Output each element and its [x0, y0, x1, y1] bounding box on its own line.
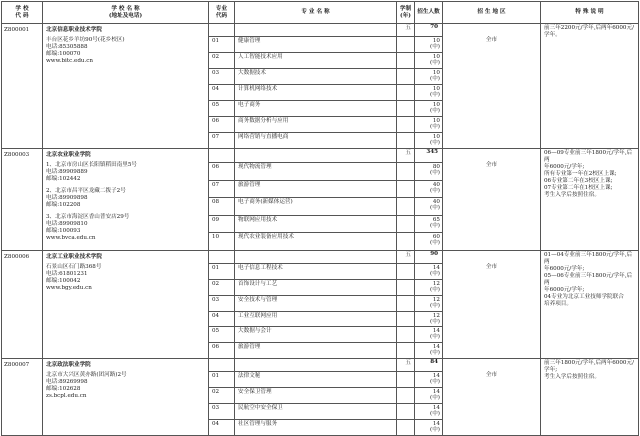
- major-count-value: 10: [432, 38, 440, 44]
- major-duration-blank: [397, 420, 415, 436]
- major-code: 06: [209, 163, 235, 181]
- campus-tel: 电话:85305888: [46, 43, 88, 50]
- major-name: 社区管理与服务: [235, 420, 397, 436]
- note-line: 年6000元/学年;: [544, 265, 585, 272]
- school-row: [2, 250, 639, 263]
- school-code: Z800003: [2, 148, 43, 250]
- major-duration-blank: [397, 372, 415, 388]
- major-duration-blank: [397, 68, 415, 84]
- major-code: 07: [209, 180, 235, 198]
- major-count-value: 14: [432, 421, 440, 428]
- major-count-unit: (中): [430, 379, 440, 386]
- major-name: 网络营销与直播电商: [235, 132, 397, 148]
- campus-zip: 邮编:100070: [46, 50, 81, 57]
- major-code-blank: [209, 359, 235, 372]
- major-name: 物联网应用技术: [235, 215, 397, 233]
- major-count-unit: (中): [430, 75, 440, 82]
- major-count-value: 10: [432, 85, 440, 92]
- header-major-code: 专业 代码: [209, 2, 235, 24]
- major-count-unit: (中): [430, 107, 440, 114]
- school-row: [2, 148, 639, 162]
- major-count-value: 65: [432, 216, 440, 223]
- major-duration-blank: [397, 233, 415, 251]
- major-count: [415, 68, 443, 84]
- major-name-blank: [235, 250, 397, 263]
- major-code: 02: [209, 388, 235, 404]
- school-name: 北京政法职业学院: [46, 362, 91, 369]
- major-count: [415, 404, 443, 420]
- major-name: 安全技术与管理: [235, 295, 397, 311]
- major-count: [415, 311, 443, 327]
- major-count-unit: (中): [430, 222, 440, 229]
- major-count: [415, 84, 443, 100]
- major-duration-blank: [397, 84, 415, 100]
- major-count-value: 12: [432, 312, 440, 319]
- major-code-blank: [209, 250, 235, 263]
- note-line: 所有专业第一年在2校区上课;: [544, 170, 617, 177]
- note-line: 年6000元/学年;: [544, 286, 585, 293]
- note-line: 01—04专业前三年1800元/学年,后两: [544, 251, 633, 265]
- school-notes: [541, 359, 639, 436]
- campus-block: [46, 188, 205, 209]
- major-code: 10: [209, 233, 235, 251]
- campus-web[interactable]: www.bitc.edu.cn: [46, 57, 94, 64]
- major-name: 现代农业装备应用技术: [235, 233, 397, 251]
- school-code: Z800007: [2, 359, 43, 436]
- campus-block: [46, 37, 205, 65]
- major-count-value: 14: [432, 328, 440, 335]
- school-name: 北京农业职业学院: [46, 151, 91, 158]
- major-code: 03: [209, 68, 235, 84]
- school-duration: 五: [397, 24, 415, 37]
- major-name-blank: [235, 148, 397, 162]
- school-notes: [541, 250, 639, 359]
- major-count: [415, 388, 443, 404]
- major-name: 大数据技术: [235, 68, 397, 84]
- major-duration-blank: [397, 180, 415, 198]
- major-name: 现代物流管理: [235, 163, 397, 181]
- note-line: 06—09专业前三年1800元/学年,后两: [544, 149, 633, 163]
- major-count-unit: (中): [430, 139, 440, 146]
- campus-tel: 电话:89909889: [46, 168, 88, 175]
- major-count: [415, 100, 443, 116]
- major-name: 电子商务(新媒体运营): [235, 198, 397, 216]
- campus-addr: 2、北京市昌平区龙藏二拨子2号: [46, 187, 126, 194]
- note-line: 04专业为北京工业技师学院联合: [544, 293, 624, 300]
- major-count-value: 14: [432, 264, 440, 271]
- major-count: [415, 372, 443, 388]
- major-count-value: 60: [432, 234, 440, 241]
- school-code: Z800006: [2, 250, 43, 359]
- major-code: 02: [209, 279, 235, 295]
- campus-web[interactable]: zs.bcpl.edu.cn: [46, 393, 87, 400]
- major-duration-blank: [397, 163, 415, 181]
- major-name: 人工智能技术应用: [235, 52, 397, 68]
- note-line: 前三年1800元/学年,后两年6000元/学年;: [544, 360, 634, 374]
- major-code: 02: [209, 52, 235, 68]
- campus-tel: 电话:89269998: [46, 379, 88, 386]
- campus-block: [46, 264, 205, 292]
- major-count-unit: (中): [430, 91, 440, 98]
- major-count: [415, 116, 443, 132]
- school-duration: 五: [397, 359, 415, 372]
- major-name: 首饰设计与工艺: [235, 279, 397, 295]
- major-code: 05: [209, 100, 235, 116]
- major-count: [415, 198, 443, 216]
- header-enrollment: 招生人数: [415, 2, 443, 24]
- school-total: 84: [415, 359, 443, 372]
- school-row: [2, 359, 639, 372]
- major-duration-blank: [397, 116, 415, 132]
- campus-zip: 邮编:102442: [46, 175, 81, 182]
- major-count-unit: (中): [430, 318, 440, 325]
- school-name: 北京工业职业技术学院: [46, 253, 102, 260]
- header-row: [2, 2, 639, 24]
- major-duration-blank: [397, 100, 415, 116]
- major-code: 06: [209, 343, 235, 359]
- campus-zip: 邮编:100042: [46, 277, 81, 284]
- school-total: 345: [415, 148, 443, 162]
- major-count-value: 14: [432, 373, 440, 380]
- school-total: 70: [415, 24, 443, 37]
- note-line: 前三年2200元/学年,后两年6000元/: [544, 25, 634, 31]
- school-name: 北京信息职业技术学院: [46, 27, 102, 33]
- campus-block: [46, 214, 205, 242]
- major-count-value: 10: [432, 133, 440, 140]
- major-count-unit: (中): [430, 123, 440, 130]
- major-duration-blank: [397, 279, 415, 295]
- major-count-value: 12: [432, 296, 440, 303]
- header-area: 招 生 地 区: [443, 2, 541, 24]
- major-count: [415, 215, 443, 233]
- major-code: 07: [209, 132, 235, 148]
- major-count-unit: (中): [430, 187, 440, 194]
- note-line: 06专业第二年在3校区上课;: [544, 177, 613, 184]
- school-total: 90: [415, 250, 443, 263]
- major-count-value: 80: [432, 164, 440, 171]
- campus-web[interactable]: www.bvca.edu.cn: [46, 234, 96, 241]
- major-code: 01: [209, 37, 235, 53]
- campus-web[interactable]: www.bgy.edu.cn: [46, 284, 92, 291]
- major-count-value: 12: [432, 280, 440, 287]
- major-count-unit: (中): [430, 270, 440, 277]
- major-code-blank: [209, 24, 235, 37]
- header-notes: 特 殊 说 明: [541, 2, 639, 24]
- major-count: [415, 343, 443, 359]
- major-duration-blank: [397, 37, 415, 53]
- major-name: 旅游管理: [235, 180, 397, 198]
- major-count: [415, 52, 443, 68]
- major-count-unit: (中): [430, 59, 440, 66]
- school-info: [43, 250, 209, 359]
- major-code: 04: [209, 420, 235, 436]
- major-code: 09: [209, 215, 235, 233]
- school-info: [43, 148, 209, 250]
- major-name: 工业互联网应用: [235, 311, 397, 327]
- campus-addr: 丰台区花乡羊坊90号(花乡校区): [46, 36, 125, 43]
- header-major-name: 专 业 名 称: [235, 2, 397, 24]
- major-code: 08: [209, 198, 235, 216]
- major-code: 01: [209, 372, 235, 388]
- major-name: 健康管理: [235, 37, 397, 53]
- school-duration: 五: [397, 250, 415, 263]
- major-name: 法律文秘: [235, 372, 397, 388]
- major-count-value: 14: [432, 344, 440, 351]
- major-count: [415, 233, 443, 251]
- major-count-unit: (中): [430, 411, 440, 418]
- campus-addr: 石景山区石门路368号: [46, 263, 102, 270]
- school-notes: [541, 148, 639, 250]
- major-code: 01: [209, 263, 235, 279]
- major-duration-blank: [397, 198, 415, 216]
- campus-addr: 3、北京市海淀区香山普安店29号: [46, 213, 130, 220]
- major-name: 安全保卫管理: [235, 388, 397, 404]
- major-code: 04: [209, 84, 235, 100]
- major-code: 04: [209, 311, 235, 327]
- major-count: [415, 327, 443, 343]
- campus-tel: 电话:89909810: [46, 220, 88, 227]
- school-info: [43, 24, 209, 149]
- school-info: [43, 359, 209, 436]
- major-duration-blank: [397, 295, 415, 311]
- major-count-value: 10: [432, 117, 440, 124]
- major-count-value: 10: [432, 69, 440, 76]
- campus-zip: 邮编:102208: [46, 201, 81, 208]
- major-name-blank: [235, 24, 397, 37]
- school-area: 全市: [443, 148, 541, 250]
- major-count-unit: (中): [430, 302, 440, 309]
- major-count: [415, 295, 443, 311]
- major-duration-blank: [397, 132, 415, 148]
- school-area: 全市: [443, 24, 541, 149]
- major-count: [415, 163, 443, 181]
- major-count-value: 40: [432, 181, 440, 188]
- campus-addr: 北京市大兴区黄亦路(团河路)2号: [46, 372, 127, 379]
- major-duration-blank: [397, 263, 415, 279]
- major-code: 03: [209, 295, 235, 311]
- major-count-unit: (中): [430, 427, 440, 434]
- major-name: 电子商务: [235, 100, 397, 116]
- school-area: 全市: [443, 359, 541, 436]
- major-count-value: 14: [432, 389, 440, 396]
- major-count: [415, 420, 443, 436]
- major-count: [415, 37, 443, 53]
- note-line: 学年。: [544, 31, 561, 38]
- school-notes: [541, 24, 639, 149]
- major-duration-blank: [397, 215, 415, 233]
- major-name: 旅游管理: [235, 343, 397, 359]
- major-count-unit: (中): [430, 350, 440, 357]
- major-count: [415, 279, 443, 295]
- major-name: 民航空中安全保卫: [235, 404, 397, 420]
- school-code: Z800001: [2, 24, 43, 149]
- table-body: [2, 24, 639, 436]
- major-code: 03: [209, 404, 235, 420]
- major-duration-blank: [397, 388, 415, 404]
- major-count-unit: (中): [430, 395, 440, 402]
- major-name: 电子信息工程技术: [235, 263, 397, 279]
- campus-zip: 邮编:102628: [46, 386, 81, 393]
- campus-tel: 电话:61801231: [46, 270, 88, 277]
- campus-block: [46, 162, 205, 183]
- header-school-name: 学 校 名 称 (地址及电话): [43, 2, 209, 24]
- major-count: [415, 132, 443, 148]
- school-duration: 五: [397, 148, 415, 162]
- major-count-value: 40: [432, 199, 440, 206]
- major-count: [415, 263, 443, 279]
- major-count-value: 10: [432, 53, 440, 60]
- major-duration-blank: [397, 343, 415, 359]
- major-count-unit: (中): [430, 286, 440, 293]
- note-line: 05—06专业前三年1800元/学年,后两: [544, 272, 633, 286]
- major-name-blank: [235, 359, 397, 372]
- admission-table: [1, 1, 639, 436]
- major-name: 计算机网络技术: [235, 84, 397, 100]
- header-school-code: 学 校 代 码: [2, 2, 43, 24]
- major-code: 05: [209, 327, 235, 343]
- major-count-unit: (中): [430, 334, 440, 341]
- header-duration: 学制 (年): [397, 2, 415, 24]
- campus-zip: 邮编:100093: [46, 227, 81, 234]
- major-count-unit: (中): [430, 43, 440, 50]
- school-area: 全市: [443, 250, 541, 359]
- major-count-unit: (中): [430, 205, 440, 212]
- major-code-blank: [209, 148, 235, 162]
- note-line: 年6000元/学年;: [544, 163, 585, 170]
- major-count-value: 10: [432, 101, 440, 108]
- note-line: 考生入学后按照住宿。: [544, 191, 600, 198]
- major-duration-blank: [397, 52, 415, 68]
- note-line: 培养项目。: [544, 300, 572, 307]
- campus-block: [46, 372, 205, 400]
- major-duration-blank: [397, 404, 415, 420]
- major-count-unit: (中): [430, 170, 440, 177]
- major-count-unit: (中): [430, 240, 440, 247]
- major-count: [415, 180, 443, 198]
- campus-tel: 电话:89909898: [46, 194, 88, 201]
- major-name: 大数据与会计: [235, 327, 397, 343]
- school-row: [2, 24, 639, 37]
- campus-addr: 1、北京市房山区长阳镇稻田南里5号: [46, 161, 138, 168]
- note-line: 考生入学后按照住宿。: [544, 374, 600, 381]
- major-count-value: 14: [432, 405, 440, 412]
- major-code: 06: [209, 116, 235, 132]
- major-duration-blank: [397, 327, 415, 343]
- note-line: 07专业第二年在1校区上课;: [544, 184, 613, 191]
- major-name: 商务数据分析与应用: [235, 116, 397, 132]
- major-duration-blank: [397, 311, 415, 327]
